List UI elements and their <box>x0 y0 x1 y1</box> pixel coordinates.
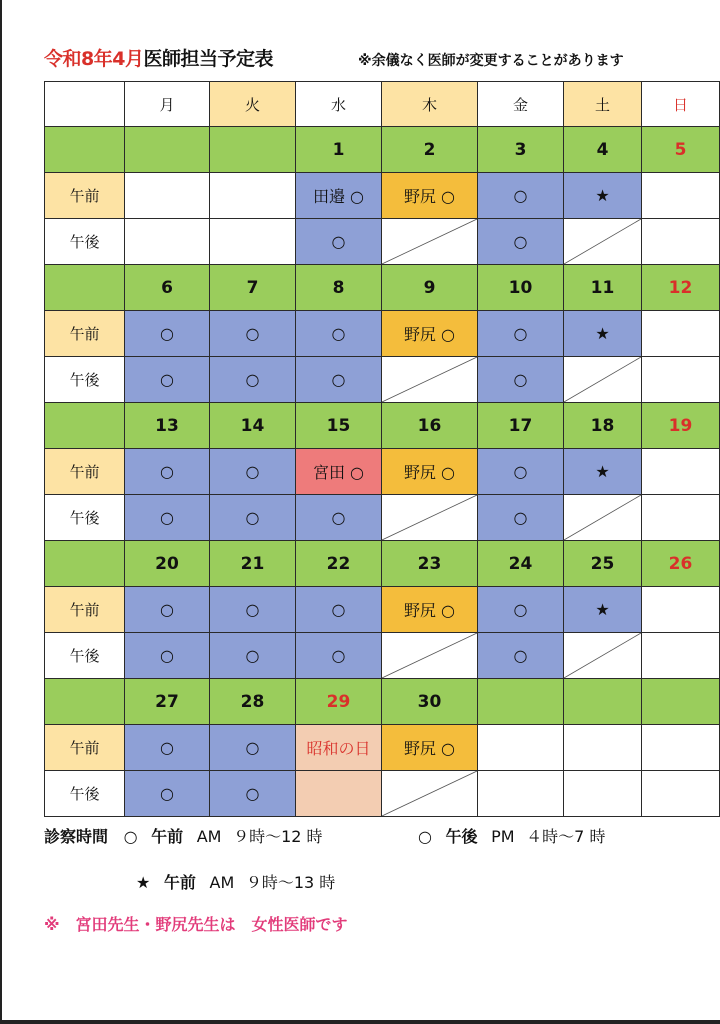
title-text: 医師担当予定表 <box>143 48 273 70</box>
legend-pm-prefix: PM <box>491 827 515 846</box>
am-slot <box>642 449 720 495</box>
date-cell <box>210 403 296 449</box>
pm-slot <box>382 771 478 817</box>
am-slot <box>382 725 478 771</box>
pm-slot <box>296 771 382 817</box>
am-slot-text: ○ <box>331 600 346 619</box>
date-cell-text: 15 <box>326 415 351 436</box>
am-slot-text: 野尻 ○ <box>403 325 456 344</box>
date-cell-text: 11 <box>590 277 615 298</box>
legend-am-prefix: AM <box>196 827 222 846</box>
slash-line <box>382 219 477 264</box>
am-slot <box>642 587 720 633</box>
date-cell <box>564 541 642 587</box>
am-slot <box>125 587 210 633</box>
pm-slot <box>382 495 478 541</box>
legend-pm <box>418 824 605 847</box>
am-slot <box>382 311 478 357</box>
am-slot <box>210 725 296 771</box>
date-cell-text: 8 <box>332 277 345 298</box>
pm-slot-text: ○ <box>245 370 260 389</box>
pm-slot-text: ○ <box>331 232 346 251</box>
date-cell-text: 23 <box>417 553 442 574</box>
am-slot-text: ★ <box>595 462 610 481</box>
weekday-header <box>564 81 642 127</box>
am-slot-text: 野尻 ○ <box>403 187 456 206</box>
date-cell-text: 20 <box>155 553 179 574</box>
am-slot <box>210 173 296 219</box>
date-cell-text: 14 <box>240 415 265 436</box>
date-cell-text: 6 <box>161 277 173 298</box>
pm-slot-text: ○ <box>160 508 174 527</box>
pm-slot <box>125 633 210 679</box>
slash-line <box>382 357 477 402</box>
date-cell <box>296 265 382 311</box>
weekday-header <box>478 81 564 127</box>
date-cell <box>478 541 564 587</box>
weekday-header <box>210 81 296 127</box>
date-cell-text: 22 <box>326 553 351 574</box>
pm-slot <box>210 357 296 403</box>
date-cell <box>125 541 210 587</box>
am-slot <box>382 173 478 219</box>
date-cell <box>296 679 382 725</box>
am-slot-text: ○ <box>160 600 174 619</box>
date-row-label <box>44 541 125 587</box>
am-slot <box>564 587 642 633</box>
pm-slot <box>564 771 642 817</box>
legend-pm-hours: ４時～7 時 <box>526 827 606 846</box>
date-cell <box>564 679 642 725</box>
pm-slot <box>210 495 296 541</box>
date-cell-text: 17 <box>508 415 533 436</box>
pm-slot <box>125 771 210 817</box>
date-cell <box>125 403 210 449</box>
pm-slot <box>125 219 210 265</box>
pm-slot <box>642 633 720 679</box>
pm-slot <box>642 495 720 541</box>
am-slot <box>296 449 382 495</box>
am-slot <box>296 173 382 219</box>
pm-slot <box>210 219 296 265</box>
date-row-label <box>44 679 125 725</box>
am-slot <box>125 173 210 219</box>
am-slot <box>564 449 642 495</box>
pm-slot <box>382 357 478 403</box>
slash-line <box>564 357 641 402</box>
date-cell <box>564 403 642 449</box>
legend-row-2 <box>136 870 335 893</box>
am-slot <box>642 725 720 771</box>
closed-slash <box>382 357 477 402</box>
date-row-label <box>44 403 125 449</box>
am-slot <box>642 173 720 219</box>
date-cell <box>125 265 210 311</box>
pm-slot-text: ○ <box>331 508 346 527</box>
pm-slot-text: ○ <box>245 508 260 527</box>
weekday-header <box>296 81 382 127</box>
am-slot-text: ○ <box>160 738 174 757</box>
pm-slot <box>642 219 720 265</box>
am-slot-text: ○ <box>245 462 260 481</box>
am-row-label <box>44 311 125 357</box>
date-cell-text: 3 <box>514 139 527 160</box>
am-slot <box>478 725 564 771</box>
date-row-label <box>44 127 125 173</box>
pm-slot <box>564 495 642 541</box>
am-slot-text: 野尻 ○ <box>403 601 456 620</box>
weekday-header-text: 土 <box>594 95 610 114</box>
date-cell-text: 18 <box>590 415 615 436</box>
pm-slot <box>125 357 210 403</box>
pm-row-label-text: 午後 <box>69 647 100 665</box>
date-cell-text: 5 <box>674 139 687 160</box>
am-row-label-text: 午前 <box>69 739 100 757</box>
am-slot <box>210 311 296 357</box>
date-cell-text: 25 <box>590 553 615 574</box>
date-cell <box>564 127 642 173</box>
pm-slot <box>642 771 720 817</box>
date-cell-text: 2 <box>423 139 436 160</box>
pm-row-label-text: 午後 <box>69 785 100 803</box>
pm-slot <box>296 495 382 541</box>
circle-icon: ○ <box>418 827 432 846</box>
female-doctor-note: ※ 宮田先生・野尻先生は 女性医師です <box>44 915 348 934</box>
legend-star-prefix: AM <box>209 873 235 892</box>
am-slot-text: ★ <box>595 600 610 619</box>
pm-slot <box>478 633 564 679</box>
pm-slot <box>382 219 478 265</box>
weekday-header-text: 月 <box>159 95 175 114</box>
weekday-header <box>642 81 720 127</box>
closed-slash <box>564 219 641 264</box>
am-row-label-text: 午前 <box>69 187 100 205</box>
am-slot <box>564 725 642 771</box>
am-slot-text: 昭和の日 <box>306 739 371 758</box>
am-slot <box>478 587 564 633</box>
am-slot-text: ○ <box>513 462 528 481</box>
weekday-header-text: 日 <box>672 95 688 114</box>
date-cell <box>564 265 642 311</box>
am-slot <box>564 311 642 357</box>
pm-slot-text: ○ <box>513 646 528 665</box>
weekday-header <box>382 81 478 127</box>
pm-slot <box>478 771 564 817</box>
am-row-label-text: 午前 <box>69 601 100 619</box>
date-cell <box>642 679 720 725</box>
am-slot-text: ★ <box>595 186 610 205</box>
closed-slash <box>382 771 477 816</box>
date-cell-text: 13 <box>155 415 179 436</box>
date-cell-text: 29 <box>326 691 351 712</box>
weekday-header-text: 木 <box>421 95 437 114</box>
date-cell <box>478 127 564 173</box>
closed-slash <box>564 633 641 678</box>
am-slot-text: 野尻 ○ <box>403 739 456 758</box>
date-cell-text: 27 <box>155 691 179 712</box>
pm-slot-text: ○ <box>160 784 174 803</box>
closed-slash <box>382 495 477 540</box>
pm-slot <box>642 357 720 403</box>
legend-am-hours: ９時～12 時 <box>233 827 323 846</box>
date-cell-text: 7 <box>246 277 259 298</box>
am-slot <box>382 587 478 633</box>
slash-line <box>382 495 477 540</box>
am-row-label <box>44 173 125 219</box>
date-cell <box>296 541 382 587</box>
date-cell-text: 30 <box>417 691 442 712</box>
slash-line <box>382 771 477 816</box>
page-bottom-border <box>0 1020 720 1024</box>
pm-slot <box>210 633 296 679</box>
date-cell <box>642 265 720 311</box>
date-cell-text: 4 <box>596 139 609 160</box>
change-notice: ※余儀なく医師が変更することがあります <box>358 53 624 69</box>
pm-row-label-text: 午後 <box>69 509 100 527</box>
pm-row-label <box>44 633 125 679</box>
pm-slot-text: ○ <box>160 646 174 665</box>
pm-slot <box>210 771 296 817</box>
am-slot-text: ○ <box>245 600 260 619</box>
pm-slot-text: ○ <box>513 232 528 251</box>
am-slot-text: ○ <box>245 324 260 343</box>
am-slot <box>382 449 478 495</box>
am-slot <box>296 725 382 771</box>
pm-slot <box>382 633 478 679</box>
weekday-header-text: 火 <box>244 95 260 114</box>
am-slot-text: ★ <box>595 324 610 343</box>
am-row-label-text: 午前 <box>69 463 100 481</box>
am-row-label <box>44 449 125 495</box>
slash-line <box>564 633 641 678</box>
date-cell <box>210 127 296 173</box>
pm-row-label-text: 午後 <box>69 233 100 251</box>
am-slot-text: ○ <box>160 462 174 481</box>
pm-slot <box>296 219 382 265</box>
pm-slot <box>296 357 382 403</box>
pm-slot <box>478 219 564 265</box>
date-cell <box>642 127 720 173</box>
am-slot-text: ○ <box>513 600 528 619</box>
date-cell-text: 12 <box>668 277 693 298</box>
closed-slash <box>382 633 477 678</box>
date-cell <box>478 265 564 311</box>
date-cell <box>210 265 296 311</box>
am-row-label <box>44 587 125 633</box>
weekday-header-text: 金 <box>512 95 528 114</box>
pm-row-label <box>44 219 125 265</box>
date-cell <box>382 265 478 311</box>
am-slot-text: ○ <box>160 324 174 343</box>
date-cell-text: 10 <box>508 277 533 298</box>
pm-slot-text: ○ <box>513 508 528 527</box>
am-slot-text: ○ <box>245 738 260 757</box>
date-cell <box>210 541 296 587</box>
date-cell <box>478 679 564 725</box>
circle-icon: ○ <box>123 827 138 846</box>
date-cell <box>382 403 478 449</box>
weekday-header <box>125 81 210 127</box>
am-slot <box>210 587 296 633</box>
date-cell-text: 21 <box>240 553 265 574</box>
legend-am-label: 午前 <box>151 827 184 846</box>
pm-row-label <box>44 495 125 541</box>
am-slot-text: 野尻 ○ <box>403 463 456 482</box>
date-cell-text: 1 <box>332 139 345 160</box>
am-slot <box>642 311 720 357</box>
pm-slot <box>296 633 382 679</box>
pm-row-label-text: 午後 <box>69 371 100 389</box>
am-slot <box>296 311 382 357</box>
date-cell <box>125 679 210 725</box>
legend-heading: 診察時間 <box>44 827 109 846</box>
am-slot-text: 宮田 ○ <box>312 463 365 482</box>
slash-line <box>564 495 641 540</box>
page-left-border <box>0 0 2 1024</box>
pm-slot-text: ○ <box>245 784 260 803</box>
am-slot <box>125 311 210 357</box>
pm-slot <box>564 633 642 679</box>
am-slot <box>125 449 210 495</box>
closed-slash <box>564 357 641 402</box>
date-cell-text: 16 <box>417 415 442 436</box>
date-cell <box>125 127 210 173</box>
date-cell <box>210 679 296 725</box>
legend-row-1 <box>44 824 323 847</box>
am-slot-text: ○ <box>331 324 346 343</box>
am-slot-text: 田邉 ○ <box>312 187 365 206</box>
date-cell <box>382 679 478 725</box>
date-cell-text: 28 <box>240 691 265 712</box>
date-cell <box>296 127 382 173</box>
am-slot <box>564 173 642 219</box>
pm-slot <box>478 357 564 403</box>
pm-slot-text: ○ <box>331 646 346 665</box>
am-slot <box>478 311 564 357</box>
date-cell-text: 24 <box>508 553 533 574</box>
closed-slash <box>564 495 641 540</box>
pm-slot <box>564 219 642 265</box>
slash-line <box>382 633 477 678</box>
pm-slot <box>125 495 210 541</box>
am-slot <box>478 449 564 495</box>
date-cell <box>642 403 720 449</box>
date-cell <box>382 541 478 587</box>
am-row-label <box>44 725 125 771</box>
legend-pm-label: 午後 <box>445 827 478 846</box>
pm-row-label <box>44 771 125 817</box>
page-title <box>44 44 273 71</box>
am-row-label-text: 午前 <box>69 325 100 343</box>
date-row-label <box>44 265 125 311</box>
pm-slot-text: ○ <box>245 646 260 665</box>
date-cell-text: 9 <box>423 277 436 298</box>
am-slot <box>125 725 210 771</box>
date-cell <box>642 541 720 587</box>
date-cell <box>382 127 478 173</box>
pm-slot <box>478 495 564 541</box>
pm-slot-text: ○ <box>331 370 346 389</box>
title-month: 令和8年4月 <box>44 48 144 70</box>
star-icon: ★ <box>136 873 151 892</box>
pm-slot-text: ○ <box>513 370 528 389</box>
am-slot-text: ○ <box>513 186 528 205</box>
pm-slot <box>564 357 642 403</box>
legend-star-hours: ９時～13 時 <box>245 873 336 892</box>
pm-slot-text: ○ <box>160 370 174 389</box>
am-slot <box>478 173 564 219</box>
weekday-header-text: 水 <box>330 95 346 114</box>
am-slot <box>296 587 382 633</box>
date-cell-text: 19 <box>668 415 693 436</box>
legend-star-label: 午前 <box>163 873 196 892</box>
slash-line <box>564 219 641 264</box>
am-slot-text: ○ <box>513 324 528 343</box>
pm-row-label <box>44 357 125 403</box>
closed-slash <box>382 219 477 264</box>
header-blank <box>44 81 125 127</box>
date-cell <box>478 403 564 449</box>
date-cell-text: 26 <box>668 553 693 574</box>
am-slot <box>210 449 296 495</box>
date-cell <box>296 403 382 449</box>
